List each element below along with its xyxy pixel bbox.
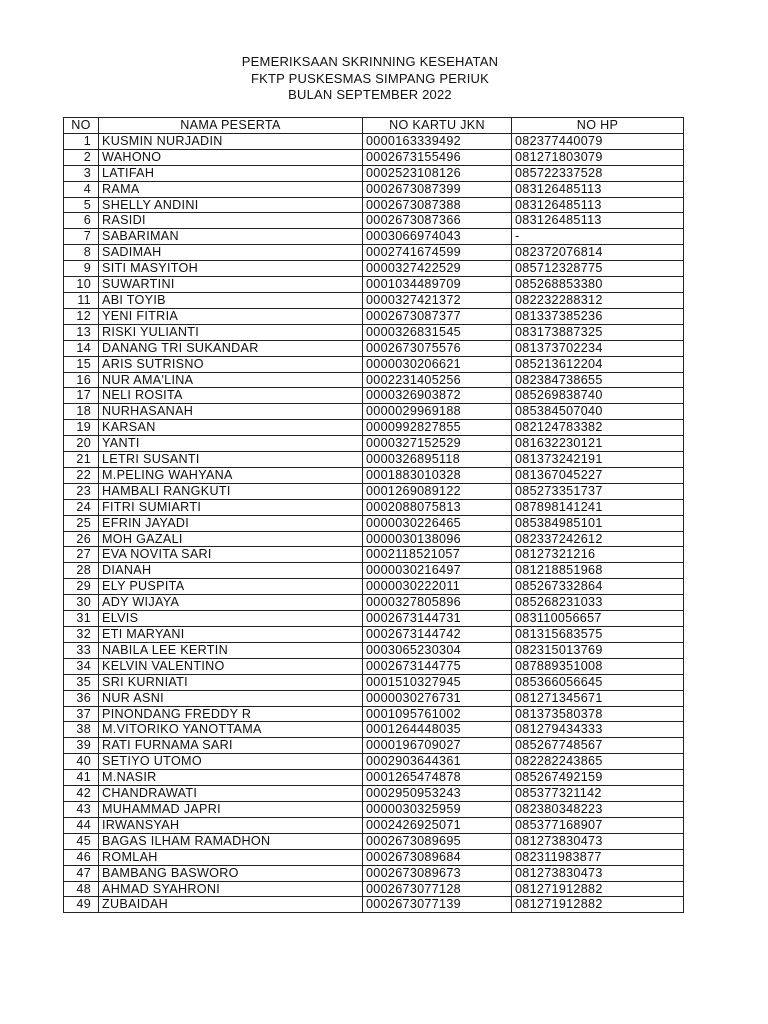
table-row [64, 801, 684, 817]
phone-number: 081373580378 [512, 706, 684, 722]
participant-name: SUWARTINI [99, 277, 363, 293]
table-row [64, 324, 684, 340]
participant-name: ELVIS [99, 611, 363, 627]
column-header-no: NO [64, 118, 99, 134]
phone-number: 082124783382 [512, 420, 684, 436]
participant-name: KUSMIN NURJADIN [99, 133, 363, 149]
participant-name: ARIS SUTRISNO [99, 356, 363, 372]
table-row [64, 245, 684, 261]
participant-name: PINONDANG FREDDY R [99, 706, 363, 722]
participant-name: RASIDI [99, 213, 363, 229]
jkn-card-number: 0000030216497 [363, 563, 512, 579]
table-row [64, 467, 684, 483]
participant-name: KELVIN VALENTINO [99, 658, 363, 674]
phone-number: 081271345671 [512, 690, 684, 706]
row-number: 20 [64, 436, 99, 452]
jkn-card-number: 0001269089122 [363, 483, 512, 499]
jkn-card-number: 0000196709027 [363, 738, 512, 754]
column-header-no-hp: NO HP [512, 118, 684, 134]
table-row [64, 340, 684, 356]
row-number: 21 [64, 452, 99, 468]
participant-name: SETIYO UTOMO [99, 754, 363, 770]
table-row [64, 404, 684, 420]
table-row [64, 372, 684, 388]
table-row [64, 690, 684, 706]
phone-number: 083126485113 [512, 213, 684, 229]
participant-name: ZUBAIDAH [99, 897, 363, 913]
phone-number: 085377168907 [512, 817, 684, 833]
phone-number: 085712328775 [512, 261, 684, 277]
phone-number: 085269838740 [512, 388, 684, 404]
row-number: 25 [64, 515, 99, 531]
row-number: 1 [64, 133, 99, 149]
participant-name: CHANDRAWATI [99, 786, 363, 802]
jkn-card-number: 0001095761002 [363, 706, 512, 722]
title-line-3: BULAN SEPTEMBER 2022 [288, 87, 452, 102]
phone-number: 081273830473 [512, 865, 684, 881]
phone-number: 081271803079 [512, 149, 684, 165]
table-row [64, 165, 684, 181]
row-number: 8 [64, 245, 99, 261]
row-number: 33 [64, 642, 99, 658]
participant-name: NABILA LEE KERTIN [99, 642, 363, 658]
participant-name: M.VITORIKO YANOTTAMA [99, 722, 363, 738]
jkn-card-number: 0000992827855 [363, 420, 512, 436]
row-number: 27 [64, 547, 99, 563]
row-number: 5 [64, 197, 99, 213]
participant-name: EVA NOVITA SARI [99, 547, 363, 563]
participant-name: WAHONO [99, 149, 363, 165]
phone-number: 081367045227 [512, 467, 684, 483]
table-row [64, 531, 684, 547]
table-row [64, 770, 684, 786]
phone-number: 085384507040 [512, 404, 684, 420]
table-row [64, 308, 684, 324]
participant-name: SITI MASYITOH [99, 261, 363, 277]
row-number: 24 [64, 499, 99, 515]
jkn-card-number: 0002673087366 [363, 213, 512, 229]
participant-name: IRWANSYAH [99, 817, 363, 833]
jkn-card-number: 0002231405256 [363, 372, 512, 388]
phone-number: 082380348223 [512, 801, 684, 817]
document-title [0, 54, 740, 104]
jkn-card-number: 0002673087377 [363, 308, 512, 324]
row-number: 39 [64, 738, 99, 754]
row-number: 15 [64, 356, 99, 372]
column-header-nama-peserta: NAMA PESERTA [99, 118, 363, 134]
participant-name: NUR ASNI [99, 690, 363, 706]
jkn-card-number: 0002426925071 [363, 817, 512, 833]
row-number: 18 [64, 404, 99, 420]
phone-number: 085268231033 [512, 595, 684, 611]
jkn-card-number: 0002523108126 [363, 165, 512, 181]
phone-number: 082372076814 [512, 245, 684, 261]
jkn-card-number: 0002673089673 [363, 865, 512, 881]
phone-number: 083110056657 [512, 611, 684, 627]
phone-number: 083126485113 [512, 181, 684, 197]
table-row [64, 420, 684, 436]
participant-name: DIANAH [99, 563, 363, 579]
table-row [64, 611, 684, 627]
participant-name: RATI FURNAMA SARI [99, 738, 363, 754]
jkn-card-number: 0002673087399 [363, 181, 512, 197]
table-row [64, 181, 684, 197]
row-number: 32 [64, 627, 99, 643]
jkn-card-number: 0002673089695 [363, 833, 512, 849]
jkn-card-number: 0001510327945 [363, 674, 512, 690]
table-row [64, 499, 684, 515]
participant-name: NUR AMA'LINA [99, 372, 363, 388]
jkn-card-number: 0002673144731 [363, 611, 512, 627]
participant-table [63, 117, 684, 913]
table-row [64, 722, 684, 738]
table-row [64, 563, 684, 579]
participant-name: MUHAMMAD JAPRI [99, 801, 363, 817]
row-number: 17 [64, 388, 99, 404]
jkn-card-number: 0002673077139 [363, 897, 512, 913]
jkn-card-number: 0003066974043 [363, 229, 512, 245]
participant-name: NELI ROSITA [99, 388, 363, 404]
table-row [64, 452, 684, 468]
jkn-card-number: 0002673155496 [363, 149, 512, 165]
row-number: 35 [64, 674, 99, 690]
phone-number: 082337242612 [512, 531, 684, 547]
participant-name: LATIFAH [99, 165, 363, 181]
phone-number: 082315013769 [512, 642, 684, 658]
participant-name: SRI KURNIATI [99, 674, 363, 690]
jkn-card-number: 0002903644361 [363, 754, 512, 770]
jkn-card-number: 0000326895118 [363, 452, 512, 468]
jkn-card-number: 0000030226465 [363, 515, 512, 531]
phone-number: 087889351008 [512, 658, 684, 674]
row-number: 13 [64, 324, 99, 340]
participant-name: KARSAN [99, 420, 363, 436]
jkn-card-number: 0002673144742 [363, 627, 512, 643]
jkn-card-number: 0000327152529 [363, 436, 512, 452]
phone-number: 082282243865 [512, 754, 684, 770]
phone-number: 085366056645 [512, 674, 684, 690]
participant-name: DANANG TRI SUKANDAR [99, 340, 363, 356]
table-row [64, 547, 684, 563]
jkn-card-number: 0002950953243 [363, 786, 512, 802]
participant-name: SABARIMAN [99, 229, 363, 245]
row-number: 12 [64, 308, 99, 324]
participant-name: ELY PUSPITA [99, 579, 363, 595]
phone-number: 085267748567 [512, 738, 684, 754]
jkn-card-number: 0000326903872 [363, 388, 512, 404]
table-row [64, 277, 684, 293]
participant-name: M.NASIR [99, 770, 363, 786]
row-number: 23 [64, 483, 99, 499]
row-number: 9 [64, 261, 99, 277]
table-row [64, 738, 684, 754]
phone-number: 081271912882 [512, 897, 684, 913]
phone-number: 085267332864 [512, 579, 684, 595]
phone-number: 081632230121 [512, 436, 684, 452]
participant-name: MOH GAZALI [99, 531, 363, 547]
row-number: 48 [64, 881, 99, 897]
title-line-1: PEMERIKSAAN SKRINNING KESEHATAN [241, 54, 499, 69]
phone-number: 087898141241 [512, 499, 684, 515]
phone-number: 083173887325 [512, 324, 684, 340]
table-row [64, 817, 684, 833]
table-row [64, 149, 684, 165]
jkn-card-number: 0000030222011 [363, 579, 512, 595]
phone-number: 081373702234 [512, 340, 684, 356]
jkn-card-number: 0000029969188 [363, 404, 512, 420]
table-row [64, 213, 684, 229]
row-number: 42 [64, 786, 99, 802]
phone-number: 082311983877 [512, 849, 684, 865]
jkn-card-number: 0002741674599 [363, 245, 512, 261]
row-number: 40 [64, 754, 99, 770]
jkn-card-number: 0000327421372 [363, 292, 512, 308]
row-number: 41 [64, 770, 99, 786]
phone-number: 081218851968 [512, 563, 684, 579]
jkn-card-number: 0002118521057 [363, 547, 512, 563]
phone-number: 085384985101 [512, 515, 684, 531]
row-number: 46 [64, 849, 99, 865]
table-row [64, 436, 684, 452]
row-number: 29 [64, 579, 99, 595]
jkn-card-number: 0001034489709 [363, 277, 512, 293]
participant-name: NURHASANAH [99, 404, 363, 420]
phone-number: 083126485113 [512, 197, 684, 213]
phone-number: 082232288312 [512, 292, 684, 308]
jkn-card-number: 0002673089684 [363, 849, 512, 865]
jkn-card-number: 0000326831545 [363, 324, 512, 340]
phone-number: 085213612204 [512, 356, 684, 372]
table-header-row [64, 118, 684, 134]
row-number: 22 [64, 467, 99, 483]
table-row [64, 483, 684, 499]
table-row [64, 229, 684, 245]
participant-name: ROMLAH [99, 849, 363, 865]
table-row [64, 881, 684, 897]
jkn-card-number: 0000030206621 [363, 356, 512, 372]
row-number: 38 [64, 722, 99, 738]
row-number: 44 [64, 817, 99, 833]
table-row [64, 197, 684, 213]
table-row [64, 292, 684, 308]
jkn-card-number: 0001883010328 [363, 467, 512, 483]
phone-number: 085722337528 [512, 165, 684, 181]
participant-name: SADIMAH [99, 245, 363, 261]
row-number: 7 [64, 229, 99, 245]
phone-number: 081373242191 [512, 452, 684, 468]
table-row [64, 356, 684, 372]
jkn-card-number: 0003065230304 [363, 642, 512, 658]
row-number: 4 [64, 181, 99, 197]
table-row [64, 865, 684, 881]
jkn-card-number: 0000163339492 [363, 133, 512, 149]
row-number: 43 [64, 801, 99, 817]
table-row [64, 849, 684, 865]
row-number: 36 [64, 690, 99, 706]
table-body [64, 133, 684, 912]
table-row [64, 642, 684, 658]
phone-number: 081337385236 [512, 308, 684, 324]
participant-name: HAMBALI RANGKUTI [99, 483, 363, 499]
row-number: 6 [64, 213, 99, 229]
table-row [64, 133, 684, 149]
phone-number: 082384738655 [512, 372, 684, 388]
table-row [64, 261, 684, 277]
phone-number: 081315683575 [512, 627, 684, 643]
row-number: 31 [64, 611, 99, 627]
table-row [64, 754, 684, 770]
jkn-card-number: 0002673144775 [363, 658, 512, 674]
participant-name: ADY WIJAYA [99, 595, 363, 611]
participant-name: BAGAS ILHAM RAMADHON [99, 833, 363, 849]
row-number: 49 [64, 897, 99, 913]
row-number: 14 [64, 340, 99, 356]
row-number: 30 [64, 595, 99, 611]
phone-number: 08127321216 [512, 547, 684, 563]
participant-name: RAMA [99, 181, 363, 197]
phone-number: 085268853380 [512, 277, 684, 293]
jkn-card-number: 0000327422529 [363, 261, 512, 277]
participant-name: ABI TOYIB [99, 292, 363, 308]
row-number: 34 [64, 658, 99, 674]
jkn-card-number: 0000030325959 [363, 801, 512, 817]
phone-number: 085267492159 [512, 770, 684, 786]
jkn-card-number: 0000030138096 [363, 531, 512, 547]
jkn-card-number: 0001265474878 [363, 770, 512, 786]
row-number: 2 [64, 149, 99, 165]
title-line-2: FKTP PUSKESMAS SIMPANG PERIUK [251, 70, 489, 86]
table-row [64, 658, 684, 674]
phone-number: 081273830473 [512, 833, 684, 849]
table-row [64, 674, 684, 690]
participant-name: SHELLY ANDINI [99, 197, 363, 213]
jkn-card-number: 0002673087388 [363, 197, 512, 213]
participant-name: FITRI SUMIARTI [99, 499, 363, 515]
row-number: 37 [64, 706, 99, 722]
phone-number: 085377321142 [512, 786, 684, 802]
jkn-card-number: 0000030276731 [363, 690, 512, 706]
participant-name: ETI MARYANI [99, 627, 363, 643]
jkn-card-number: 0002673077128 [363, 881, 512, 897]
row-number: 45 [64, 833, 99, 849]
participant-name: AHMAD SYAHRONI [99, 881, 363, 897]
jkn-card-number: 0000327805896 [363, 595, 512, 611]
participant-name: YENI FITRIA [99, 308, 363, 324]
participant-name: BAMBANG BASWORO [99, 865, 363, 881]
table-row [64, 595, 684, 611]
row-number: 11 [64, 292, 99, 308]
participant-name: M.PELING WAHYANA [99, 467, 363, 483]
phone-number: 085273351737 [512, 483, 684, 499]
participant-name: LETRI SUSANTI [99, 452, 363, 468]
table-row [64, 786, 684, 802]
phone-number: - [512, 229, 684, 245]
table-row [64, 515, 684, 531]
table-row [64, 897, 684, 913]
row-number: 3 [64, 165, 99, 181]
table-row [64, 627, 684, 643]
phone-number: 081271912882 [512, 881, 684, 897]
jkn-card-number: 0001264448035 [363, 722, 512, 738]
row-number: 28 [64, 563, 99, 579]
jkn-card-number: 0002088075813 [363, 499, 512, 515]
participant-name: YANTI [99, 436, 363, 452]
participant-name: RISKI YULIANTI [99, 324, 363, 340]
table-row [64, 579, 684, 595]
table-row [64, 833, 684, 849]
phone-number: 082377440079 [512, 133, 684, 149]
table-row [64, 388, 684, 404]
jkn-card-number: 0002673075576 [363, 340, 512, 356]
row-number: 16 [64, 372, 99, 388]
row-number: 26 [64, 531, 99, 547]
table-row [64, 706, 684, 722]
column-header-no-kartu-jkn: NO KARTU JKN [363, 118, 512, 134]
row-number: 19 [64, 420, 99, 436]
phone-number: 081279434333 [512, 722, 684, 738]
participant-name: EFRIN JAYADI [99, 515, 363, 531]
row-number: 47 [64, 865, 99, 881]
row-number: 10 [64, 277, 99, 293]
